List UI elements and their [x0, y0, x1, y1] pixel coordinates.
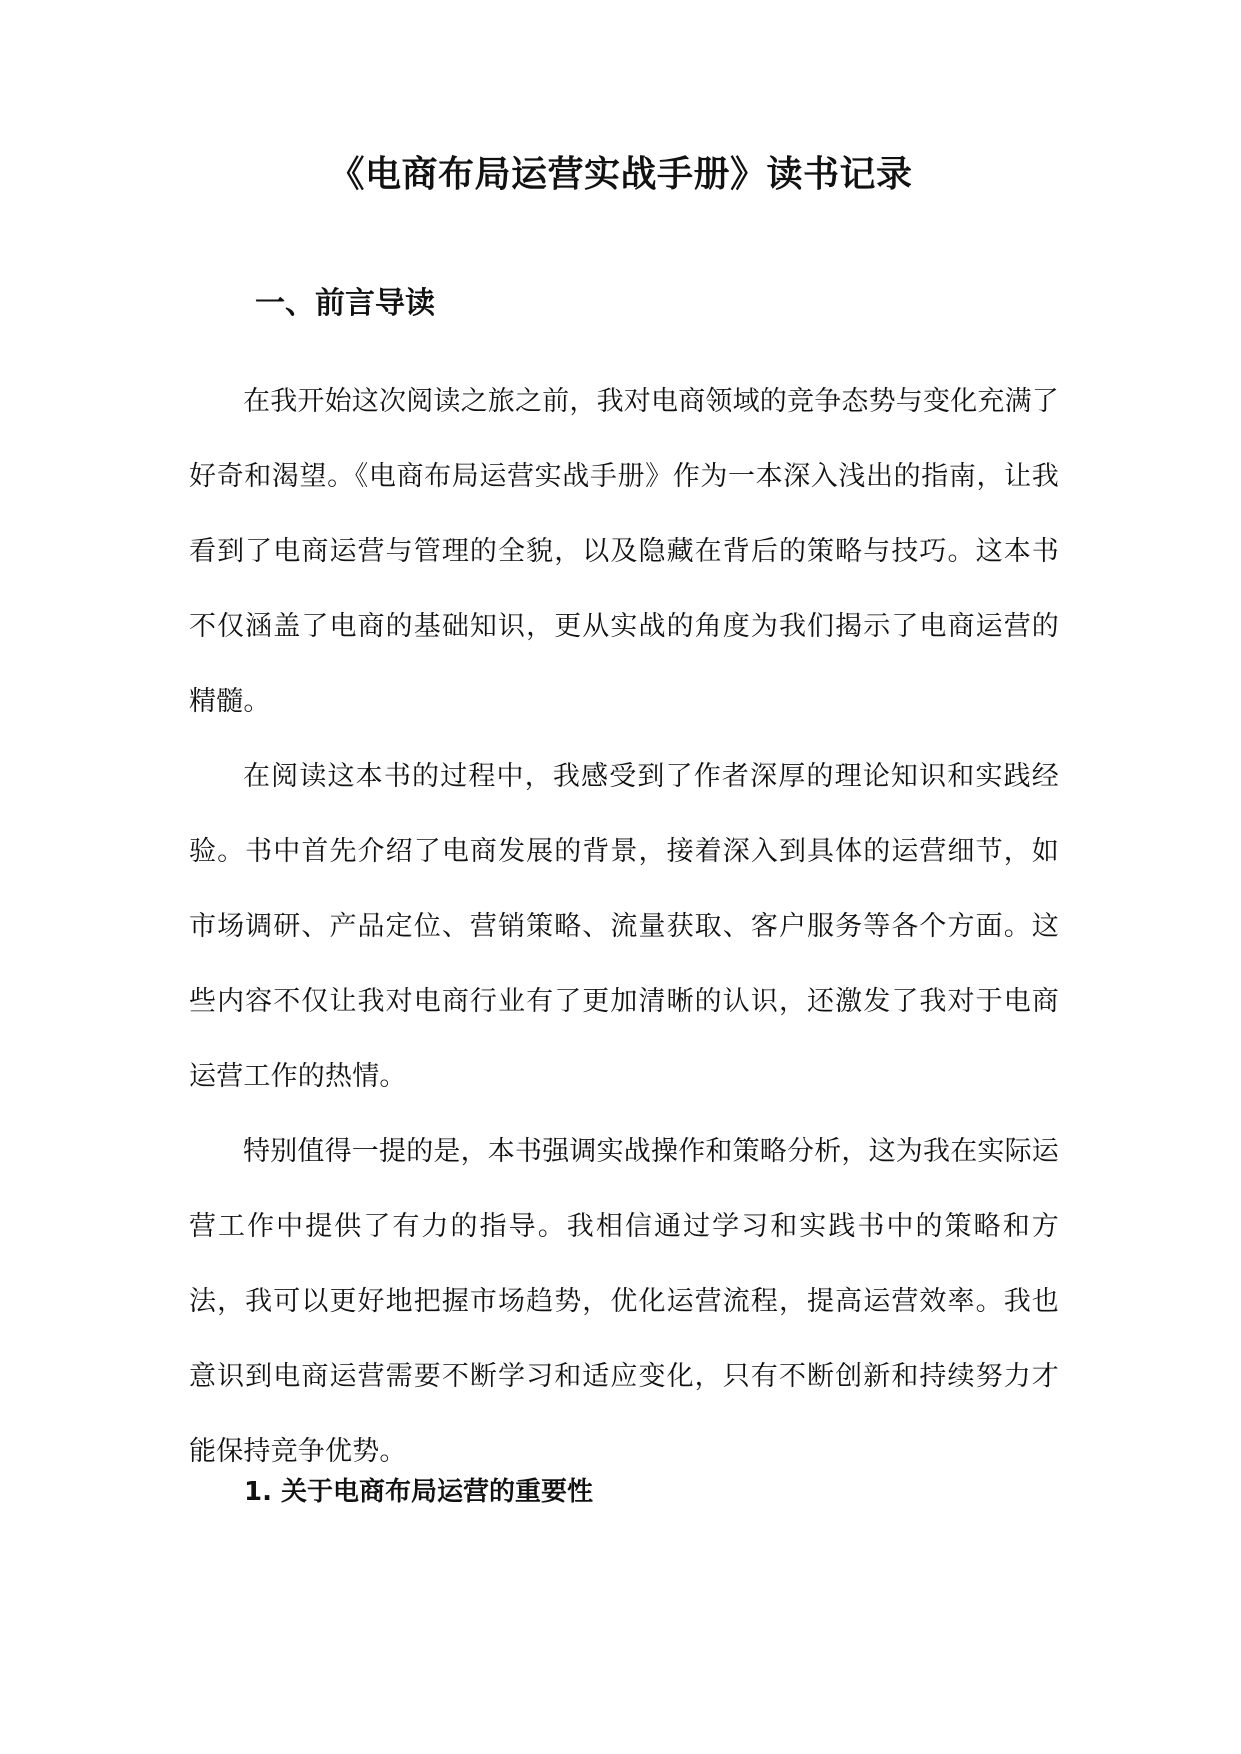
subsection-heading-importance: 1. 关于电商布局运营的重要性	[244, 1477, 594, 1507]
paragraph-3: 特别值得一提的是，本书强调实战操作和策略分析，这为我在实际运营工作中提供了有力的指导。我相信通过学习和实践书中的策略和方法，我可以更好地把握市场趋势，优化运营流程，提高运营效率。我也意识到电商运营需要不断学习和适应变化，只有不断创新和持续努力才能保持竞争优势。	[189, 1136, 1059, 1467]
document-title: 《电商布局运营实战手册》读书记录	[328, 154, 913, 195]
section-heading-preface: 一、前言导读	[255, 286, 435, 321]
paragraph-1: 在我开始这次阅读之旅之前，我对电商领域的竞争态势与变化充满了好奇和渴望。《电商布局运营实战手册》作为一本深入浅出的指南，让我看到了电商运营与管理的全貌，以及隐藏在背后的策略与技巧。这本书不仅涵盖了电商的基础知识，更从实战的角度为我们揭示了电商运营的精髓。	[189, 386, 1059, 717]
paragraph-2: 在阅读这本书的过程中，我感受到了作者深厚的理论知识和实践经验。书中首先介绍了电商发展的背景，接着深入到具体的运营细节，如市场调研、产品定位、营销策略、流量获取、客户服务等各个方面。这些内容不仅让我对电商行业有了更加清晰的认识，还激发了我对于电商运营工作的热情。	[189, 761, 1059, 1092]
section-body	[189, 364, 1059, 1489]
